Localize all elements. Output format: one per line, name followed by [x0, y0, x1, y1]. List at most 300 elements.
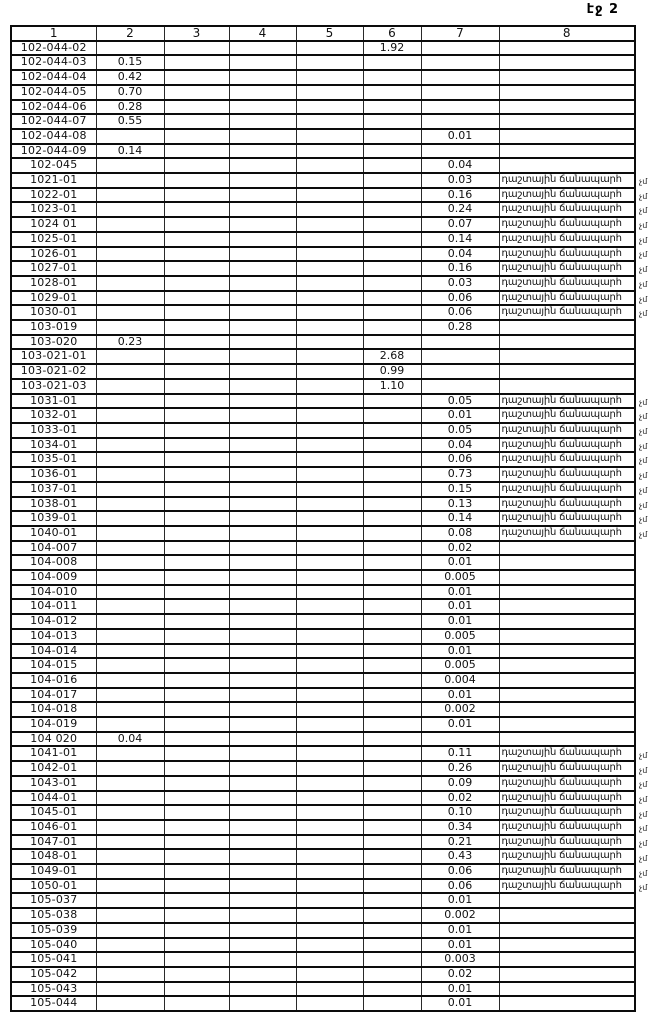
cell-land-use-label [499, 379, 635, 394]
cell-col2-value [96, 658, 164, 673]
cell-col7-value: 0.28 [421, 320, 499, 335]
table-row [11, 570, 635, 585]
cell-col6-value: 1.10 [363, 379, 421, 394]
cell-col4-value [229, 261, 296, 276]
table-row [11, 805, 635, 820]
table-row [11, 673, 635, 688]
table-row [11, 85, 635, 100]
margin-note: չմ [639, 809, 648, 819]
cell-col2-value [96, 349, 164, 364]
margin-note [639, 86, 663, 101]
cell-col7-value [421, 70, 499, 85]
cell-land-use-label: դաշտային ճանապարհ [499, 497, 635, 512]
cell-col7-value: 0.06 [421, 305, 499, 320]
cell-land-use-label: դաշտային ճանապարհ [499, 467, 635, 482]
cell-col2-value [96, 996, 164, 1011]
cell-col7-value [421, 379, 499, 394]
margin-note: չմ [639, 427, 648, 437]
cell-col3-value [164, 585, 229, 600]
cell-col7-value: 0.01 [421, 614, 499, 629]
table-row [11, 129, 635, 144]
cell-col2-value [96, 644, 164, 659]
cell-col5-value [296, 158, 363, 173]
cell-col4-value [229, 85, 296, 100]
cell-land-use-label [499, 688, 635, 703]
cell-parcel-code: 1035-01 [11, 452, 96, 467]
cell-col3-value [164, 202, 229, 217]
cell-col3-value [164, 291, 229, 306]
cell-col4-value [229, 144, 296, 159]
cell-col2-value [96, 908, 164, 923]
cell-land-use-label [499, 629, 635, 644]
margin-note: չմ [639, 883, 648, 893]
cell-col7-value: 0.06 [421, 291, 499, 306]
cell-parcel-code: 1028-01 [11, 276, 96, 291]
cell-col3-value [164, 423, 229, 438]
table-row [11, 114, 635, 129]
cell-col2-value [96, 232, 164, 247]
cell-parcel-code: 1045-01 [11, 805, 96, 820]
cell-parcel-code: 1025-01 [11, 232, 96, 247]
cell-land-use-label: դաշտային ճանապարհ [499, 835, 635, 850]
cell-col6-value [363, 952, 421, 967]
cell-col6-value [363, 276, 421, 291]
cell-col3-value [164, 996, 229, 1011]
cell-col7-value: 0.01 [421, 893, 499, 908]
cell-col6-value [363, 55, 421, 70]
cell-col5-value [296, 247, 363, 262]
cell-col7-value: 0.09 [421, 776, 499, 791]
cell-col2-value [96, 364, 164, 379]
cell-col2-value [96, 599, 164, 614]
cell-col4-value [229, 908, 296, 923]
cell-col7-value: 0.01 [421, 599, 499, 614]
cell-col3-value [164, 717, 229, 732]
cell-col6-value: 0.99 [363, 364, 421, 379]
cell-col2-value: 0.70 [96, 85, 164, 100]
cell-parcel-code: 102-044-02 [11, 41, 96, 56]
cell-col4-value [229, 879, 296, 894]
cell-land-use-label: դաշտային ճանապարհ [499, 879, 635, 894]
cell-parcel-code: 1037-01 [11, 482, 96, 497]
cell-col7-value: 0.03 [421, 276, 499, 291]
cell-col5-value [296, 702, 363, 717]
cell-col7-value: 0.002 [421, 908, 499, 923]
cell-col5-value [296, 85, 363, 100]
cell-col4-value [229, 658, 296, 673]
column-header-4: 4 [229, 26, 296, 41]
cell-parcel-code: 102-044-08 [11, 129, 96, 144]
cell-col5-value [296, 849, 363, 864]
cell-parcel-code: 1044-01 [11, 791, 96, 806]
cell-col4-value [229, 541, 296, 556]
cell-parcel-code: 104-012 [11, 614, 96, 629]
cell-col6-value [363, 791, 421, 806]
table-row [11, 232, 635, 247]
cell-land-use-label: դաշտային ճանապարհ [499, 261, 635, 276]
cell-col5-value [296, 511, 363, 526]
cell-col5-value [296, 923, 363, 938]
cell-land-use-label [499, 923, 635, 938]
cell-col3-value [164, 100, 229, 115]
cell-col6-value [363, 688, 421, 703]
cell-col3-value [164, 158, 229, 173]
cell-parcel-code: 104-017 [11, 688, 96, 703]
cell-land-use-label [499, 570, 635, 585]
cell-col4-value [229, 805, 296, 820]
table-row [11, 305, 635, 320]
cell-col5-value [296, 526, 363, 541]
cell-col6-value [363, 482, 421, 497]
margin-note [639, 984, 663, 999]
cell-parcel-code: 102-044-04 [11, 70, 96, 85]
cell-col7-value: 0.01 [421, 408, 499, 423]
column-header-5: 5 [296, 26, 363, 41]
cell-col4-value [229, 394, 296, 409]
margin-note [639, 969, 663, 984]
table-row [11, 408, 635, 423]
cell-parcel-code: 1038-01 [11, 497, 96, 512]
cell-col3-value [164, 335, 229, 350]
cell-col2-value [96, 820, 164, 835]
cell-land-use-label: դաշտային ճանապարհ [499, 791, 635, 806]
cell-col2-value [96, 247, 164, 262]
table-row [11, 335, 635, 350]
cell-col7-value: 0.14 [421, 511, 499, 526]
margin-note [639, 631, 663, 646]
cell-col4-value [229, 320, 296, 335]
cell-parcel-code: 104-019 [11, 717, 96, 732]
cell-parcel-code: 1050-01 [11, 879, 96, 894]
cell-col4-value [229, 614, 296, 629]
cell-col6-value [363, 394, 421, 409]
table-row [11, 599, 635, 614]
cell-col4-value [229, 585, 296, 600]
cell-col2-value [96, 864, 164, 879]
margin-notes-column [639, 42, 663, 1013]
cell-col7-value: 0.02 [421, 541, 499, 556]
cell-land-use-label [499, 702, 635, 717]
cell-col3-value [164, 761, 229, 776]
cell-col2-value [96, 938, 164, 953]
cell-col7-value: 0.26 [421, 761, 499, 776]
cell-col6-value [363, 555, 421, 570]
cell-col7-value: 0.06 [421, 879, 499, 894]
cell-parcel-code: 104-007 [11, 541, 96, 556]
cell-col2-value [96, 952, 164, 967]
cell-col3-value [164, 188, 229, 203]
cell-col6-value [363, 746, 421, 761]
cell-col2-value [96, 849, 164, 864]
cell-land-use-label: դաշտային ճանապարհ [499, 849, 635, 864]
cell-col2-value [96, 497, 164, 512]
cell-col2-value [96, 261, 164, 276]
cell-col5-value [296, 129, 363, 144]
cell-col6-value [363, 85, 421, 100]
column-header-6: 6 [363, 26, 421, 41]
cell-col6-value [363, 614, 421, 629]
table-row [11, 938, 635, 953]
cell-parcel-code: 105-042 [11, 967, 96, 982]
cell-col2-value [96, 791, 164, 806]
cell-land-use-label: դաշտային ճանապարհ [499, 232, 635, 247]
cell-col3-value [164, 541, 229, 556]
cell-col6-value [363, 849, 421, 864]
cell-col7-value: 0.03 [421, 173, 499, 188]
cell-land-use-label: դաշտային ճանապարհ [499, 394, 635, 409]
margin-note [639, 42, 663, 57]
cell-col3-value [164, 217, 229, 232]
cell-col7-value: 0.01 [421, 688, 499, 703]
cell-col3-value [164, 247, 229, 262]
cell-land-use-label [499, 85, 635, 100]
cell-land-use-label [499, 320, 635, 335]
cell-col4-value [229, 305, 296, 320]
margin-note: չմ [639, 868, 648, 878]
table-row [11, 526, 635, 541]
cell-col3-value [164, 55, 229, 70]
cell-parcel-code: 102-045 [11, 158, 96, 173]
cell-col7-value: 0.73 [421, 467, 499, 482]
cell-col6-value [363, 717, 421, 732]
cell-land-use-label [499, 364, 635, 379]
column-header-1: 1 [11, 26, 96, 41]
margin-note: չմ [639, 265, 648, 275]
cell-col2-value [96, 452, 164, 467]
cell-land-use-label: դաշտային ճանապարհ [499, 202, 635, 217]
cell-col3-value [164, 379, 229, 394]
cell-col5-value [296, 202, 363, 217]
cell-col2-value [96, 776, 164, 791]
cell-col5-value [296, 452, 363, 467]
cell-col6-value [363, 188, 421, 203]
cell-col6-value [363, 644, 421, 659]
cell-col3-value [164, 482, 229, 497]
cell-col3-value [164, 129, 229, 144]
cell-col7-value: 0.04 [421, 247, 499, 262]
margin-note [639, 690, 663, 705]
cell-land-use-label: դաշտային ճանապարհ [499, 438, 635, 453]
cell-col3-value [164, 629, 229, 644]
cell-col3-value [164, 41, 229, 56]
cell-col7-value: 0.005 [421, 658, 499, 673]
cell-col4-value [229, 70, 296, 85]
cell-parcel-code: 1021-01 [11, 173, 96, 188]
table-row [11, 438, 635, 453]
cell-col4-value [229, 158, 296, 173]
cell-col3-value [164, 952, 229, 967]
cell-land-use-label [499, 893, 635, 908]
cell-col3-value [164, 85, 229, 100]
cell-col7-value: 0.43 [421, 849, 499, 864]
cell-col4-value [229, 923, 296, 938]
cell-col6-value [363, 158, 421, 173]
cell-parcel-code: 1030-01 [11, 305, 96, 320]
table-row [11, 467, 635, 482]
cell-parcel-code: 1022-01 [11, 188, 96, 203]
margin-note: չմ [639, 795, 648, 805]
cell-col2-value [96, 482, 164, 497]
cell-col2-value [96, 129, 164, 144]
cell-col3-value [164, 144, 229, 159]
cell-col3-value [164, 864, 229, 879]
cell-col7-value [421, 335, 499, 350]
table-row [11, 952, 635, 967]
cell-col3-value [164, 982, 229, 997]
cell-col4-value [229, 100, 296, 115]
cell-col7-value: 0.16 [421, 261, 499, 276]
margin-note: չմ [639, 780, 648, 790]
cell-col3-value [164, 732, 229, 747]
table-row [11, 849, 635, 864]
cell-col3-value [164, 614, 229, 629]
cell-col4-value [229, 247, 296, 262]
table-row [11, 158, 635, 173]
cell-parcel-code: 103-019 [11, 320, 96, 335]
table-row [11, 364, 635, 379]
cell-land-use-label [499, 555, 635, 570]
cell-col4-value [229, 967, 296, 982]
cell-col3-value [164, 408, 229, 423]
cell-col2-value [96, 202, 164, 217]
cell-col2-value [96, 702, 164, 717]
cell-parcel-code: 1039-01 [11, 511, 96, 526]
table-row [11, 746, 635, 761]
cell-col4-value [229, 864, 296, 879]
margin-note: չմ [639, 412, 648, 422]
cell-col3-value [164, 967, 229, 982]
cell-col7-value [421, 114, 499, 129]
cell-col7-value: 0.05 [421, 394, 499, 409]
cell-land-use-label [499, 585, 635, 600]
cell-parcel-code: 1048-01 [11, 849, 96, 864]
table-row [11, 100, 635, 115]
cell-col2-value [96, 923, 164, 938]
cell-col6-value [363, 702, 421, 717]
cell-col4-value [229, 482, 296, 497]
margin-note: չմ [639, 824, 648, 834]
cell-col2-value [96, 173, 164, 188]
cell-col7-value: 0.34 [421, 820, 499, 835]
cell-land-use-label: դաշտային ճանապարհ [499, 408, 635, 423]
cell-col5-value [296, 394, 363, 409]
cell-col5-value [296, 438, 363, 453]
cell-col7-value: 0.10 [421, 805, 499, 820]
cell-col2-value [96, 408, 164, 423]
cell-parcel-code: 104-013 [11, 629, 96, 644]
cell-col5-value [296, 261, 363, 276]
cell-parcel-code: 1032-01 [11, 408, 96, 423]
cell-col5-value [296, 688, 363, 703]
cell-parcel-code: 104-014 [11, 644, 96, 659]
cell-col2-value: 0.28 [96, 100, 164, 115]
cell-parcel-code: 1042-01 [11, 761, 96, 776]
cell-col4-value [229, 555, 296, 570]
cell-col2-value [96, 467, 164, 482]
cell-col4-value [229, 114, 296, 129]
margin-note [639, 999, 663, 1014]
cell-col2-value [96, 217, 164, 232]
margin-note [639, 145, 663, 160]
margin-note: չմ [639, 176, 648, 186]
table-row [11, 41, 635, 56]
cell-col6-value [363, 585, 421, 600]
margin-note [639, 719, 663, 734]
cell-col3-value [164, 820, 229, 835]
table-header-row [11, 26, 635, 41]
cell-col2-value [96, 276, 164, 291]
cell-col5-value [296, 864, 363, 879]
cell-col2-value: 0.23 [96, 335, 164, 350]
cell-land-use-label [499, 599, 635, 614]
cell-col5-value [296, 746, 363, 761]
cell-col6-value [363, 70, 421, 85]
margin-note: չմ [639, 191, 648, 201]
cell-land-use-label: դաշտային ճանապարհ [499, 761, 635, 776]
cell-col6-value [363, 467, 421, 482]
cell-col4-value [229, 688, 296, 703]
cell-col3-value [164, 893, 229, 908]
cell-land-use-label [499, 644, 635, 659]
cell-col6-value [363, 261, 421, 276]
cell-land-use-label [499, 673, 635, 688]
cell-col2-value [96, 423, 164, 438]
cell-parcel-code: 1024 01 [11, 217, 96, 232]
cell-col6-value [363, 761, 421, 776]
cell-col3-value [164, 702, 229, 717]
cell-land-use-label [499, 982, 635, 997]
cell-col4-value [229, 746, 296, 761]
cell-col5-value [296, 761, 363, 776]
margin-note [639, 587, 663, 602]
cell-col3-value [164, 658, 229, 673]
cell-col5-value [296, 570, 363, 585]
cell-col5-value [296, 408, 363, 423]
cell-col5-value [296, 497, 363, 512]
cell-col4-value [229, 55, 296, 70]
cell-parcel-code: 1031-01 [11, 394, 96, 409]
cell-col2-value: 0.15 [96, 55, 164, 70]
cell-col6-value [363, 967, 421, 982]
cell-col6-value [363, 247, 421, 262]
cell-land-use-label: դաշտային ճանապարհ [499, 188, 635, 203]
margin-note: չմ [639, 441, 648, 451]
cell-col6-value [363, 732, 421, 747]
cell-col4-value [229, 188, 296, 203]
cell-col5-value [296, 629, 363, 644]
cell-col5-value [296, 55, 363, 70]
cell-land-use-label: դաշտային ճանապարհ [499, 482, 635, 497]
cell-col4-value [229, 717, 296, 732]
cell-col5-value [296, 291, 363, 306]
margin-note [639, 704, 663, 719]
cell-col5-value [296, 482, 363, 497]
table-row [11, 188, 635, 203]
cell-col5-value [296, 423, 363, 438]
cell-col3-value [164, 526, 229, 541]
cell-col7-value: 0.06 [421, 864, 499, 879]
cell-col5-value [296, 585, 363, 600]
cell-col6-value [363, 305, 421, 320]
cell-col2-value [96, 511, 164, 526]
cell-col5-value [296, 614, 363, 629]
cell-col6-value [363, 776, 421, 791]
cell-col4-value [229, 129, 296, 144]
cell-col6-value [363, 908, 421, 923]
cell-col3-value [164, 173, 229, 188]
cell-col5-value [296, 379, 363, 394]
cell-col5-value [296, 717, 363, 732]
